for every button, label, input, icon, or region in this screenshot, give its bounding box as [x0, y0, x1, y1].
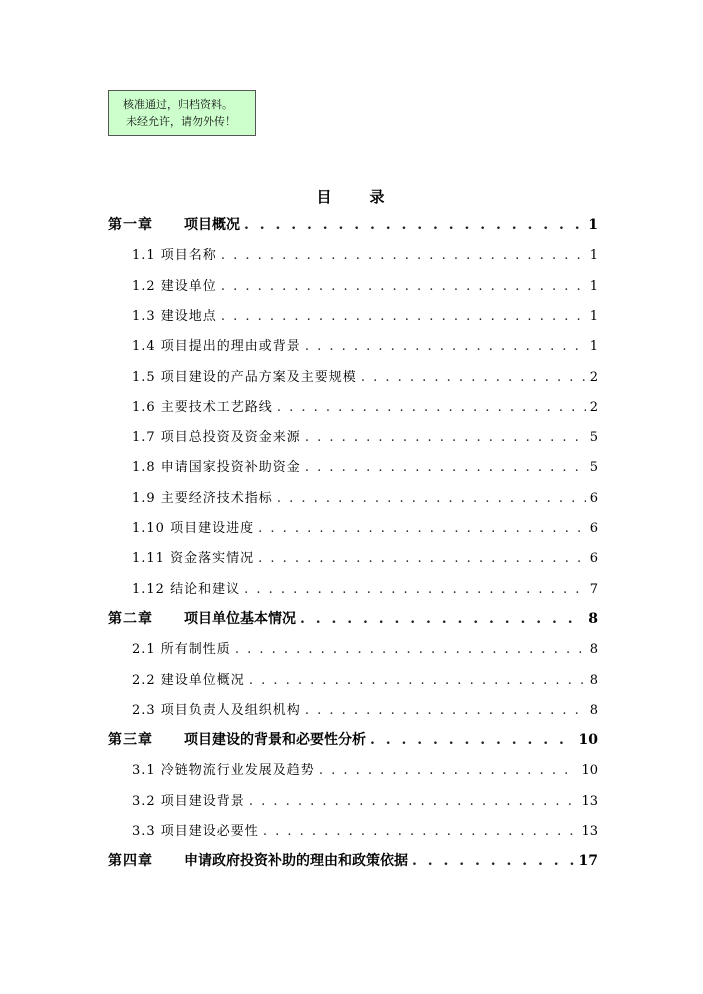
page-number: 7 — [589, 582, 598, 597]
dot-leader — [235, 642, 586, 657]
dot-leader — [258, 551, 586, 566]
toc-chapter-entry[interactable] — [108, 850, 598, 872]
entry-label: 3.2 项目建设背景 — [132, 794, 245, 809]
toc-title-right: 录 — [369, 188, 387, 206]
page-number: 10 — [578, 732, 598, 748]
page-number: 8 — [588, 611, 598, 627]
entry-label: 1.7 项目总投资及资金来源 — [132, 430, 301, 445]
stamp-line-2: 未经允许，请勿外传！ — [126, 115, 236, 128]
toc-section-entry[interactable] — [132, 396, 598, 418]
page-number: 1 — [589, 339, 598, 354]
dot-leader — [361, 370, 586, 385]
stamp-line-1: 核准通过，归档资料。 — [123, 98, 233, 111]
entry-label: 1.6 主要技术工艺路线 — [132, 400, 273, 415]
chapter-number: 第三章 — [108, 732, 153, 748]
toc-section-entry[interactable] — [132, 517, 598, 539]
page-number: 17 — [578, 853, 598, 869]
dot-leader — [305, 460, 586, 475]
page-number: 6 — [589, 551, 598, 566]
toc-section-entry[interactable] — [132, 820, 598, 842]
toc-section-entry[interactable] — [132, 759, 598, 781]
page-number: 2 — [589, 370, 598, 385]
entry-label: 1.5 项目建设的产品方案及主要规模 — [132, 370, 357, 385]
toc-section-entry[interactable] — [132, 244, 598, 266]
entry-label: 1.4 项目提出的理由或背景 — [132, 339, 301, 354]
dot-leader — [305, 339, 586, 354]
toc-chapter-entry[interactable] — [108, 729, 598, 751]
dot-leader — [300, 611, 584, 627]
page-number: 5 — [589, 430, 598, 445]
toc-section-entry[interactable] — [132, 335, 598, 357]
toc-section-entry[interactable] — [132, 547, 598, 569]
page-number: 8 — [589, 703, 598, 718]
toc-chapter-entry[interactable] — [108, 214, 598, 236]
entry-label: 1.11 资金落实情况 — [132, 551, 255, 566]
toc-section-entry[interactable] — [132, 669, 598, 691]
dot-leader — [277, 400, 586, 415]
dot-leader — [305, 703, 586, 718]
entry-label: 1.9 主要经济技术指标 — [132, 491, 273, 506]
entry-label: 申请政府投资补助的理由和政策依据 — [184, 853, 408, 869]
chapter-number: 第二章 — [108, 611, 153, 627]
entry-label: 3.1 冷链物流行业发展及趋势 — [132, 763, 315, 778]
dot-leader — [221, 248, 586, 263]
dot-leader — [249, 794, 578, 809]
toc-title-left: 目 — [316, 188, 334, 206]
entry-label: 1.10 项目建设进度 — [132, 521, 255, 536]
entry-label: 1.1 项目名称 — [132, 248, 217, 263]
page-number: 10 — [581, 763, 598, 778]
page-number: 5 — [589, 460, 598, 475]
toc-section-entry[interactable] — [132, 638, 598, 660]
toc-section-entry[interactable] — [132, 790, 598, 812]
toc-section-entry[interactable] — [132, 578, 598, 600]
dot-leader — [319, 763, 578, 778]
entry-label: 项目单位基本情况 — [184, 611, 296, 627]
entry-label: 1.3 建设地点 — [132, 309, 217, 324]
dot-leader — [244, 582, 586, 597]
page-number: 1 — [588, 217, 598, 233]
entry-label: 2.3 项目负责人及组织机构 — [132, 703, 301, 718]
page-number: 6 — [589, 521, 598, 536]
entry-label: 3.3 项目建设必要性 — [132, 824, 259, 839]
entry-label: 项目概况 — [184, 217, 240, 233]
chapter-number: 第四章 — [108, 853, 153, 869]
dot-leader — [258, 521, 586, 536]
entry-label: 项目建设的背景和必要性分析 — [184, 732, 366, 748]
page-number: 1 — [589, 248, 598, 263]
dot-leader — [244, 217, 584, 233]
entry-label: 2.1 所有制性质 — [132, 642, 231, 657]
toc-section-entry[interactable] — [132, 305, 598, 327]
entry-label: 2.2 建设单位概况 — [132, 673, 245, 688]
page-number: 6 — [589, 491, 598, 506]
dot-leader — [263, 824, 578, 839]
page-number: 13 — [581, 824, 598, 839]
dot-leader — [412, 853, 575, 869]
toc-section-entry[interactable] — [132, 487, 598, 509]
chapter-number: 第一章 — [108, 217, 153, 233]
page-number: 1 — [589, 279, 598, 294]
entry-label: 1.2 建设单位 — [132, 279, 217, 294]
dot-leader — [305, 430, 586, 445]
dot-leader — [221, 309, 586, 324]
toc-section-entry[interactable] — [132, 426, 598, 448]
dot-leader — [277, 491, 586, 506]
page-number: 13 — [581, 794, 598, 809]
toc-title — [0, 186, 703, 207]
dot-leader — [370, 732, 575, 748]
toc-section-entry[interactable] — [132, 275, 598, 297]
approval-stamp — [108, 90, 256, 136]
page-number: 8 — [589, 673, 598, 688]
toc-chapter-entry[interactable] — [108, 608, 598, 630]
dot-leader — [249, 673, 586, 688]
page-number: 8 — [589, 642, 598, 657]
toc-section-entry[interactable] — [132, 366, 598, 388]
entry-label: 1.8 申请国家投资补助资金 — [132, 460, 301, 475]
dot-leader — [221, 279, 586, 294]
page-number: 2 — [589, 400, 598, 415]
page-number: 1 — [589, 309, 598, 324]
toc-section-entry[interactable] — [132, 456, 598, 478]
entry-label: 1.12 结论和建议 — [132, 582, 241, 597]
toc-section-entry[interactable] — [132, 699, 598, 721]
